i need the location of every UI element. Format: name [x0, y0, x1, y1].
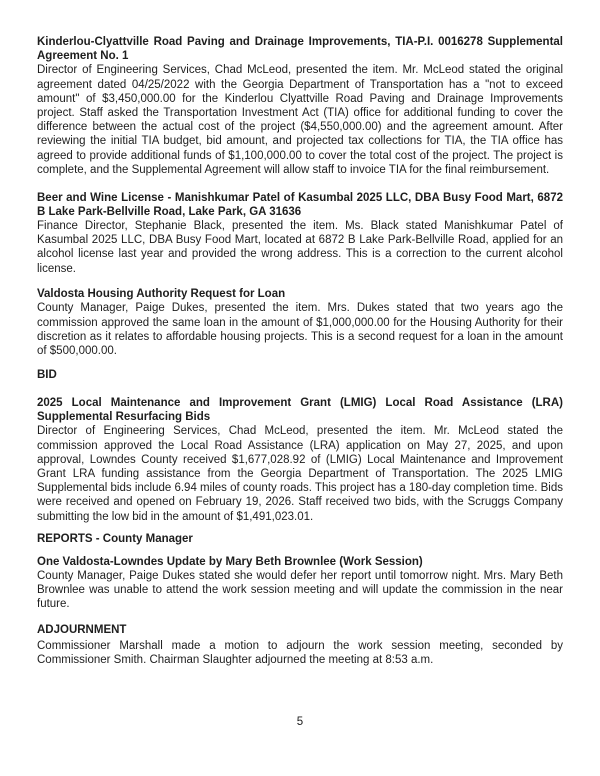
para-beer-wine-license: Finance Director, Stephanie Black, presented the item. Ms. Black stated Manishkumar Patel of Kasumbal 2025 LLC, DBA Busy Food Mart, located at 6872 B Lake Park-Bellville Road, applied for an alcohol license last year and provided the wrong address. This is a correction to the current alcohol license.	[37, 219, 563, 275]
para-kinderlou-supplemental-agreement: Director of Engineering Services, Chad McLeod, presented the item. Mr. McLeod stated the original agreement dated 04/25/2022 with the Georgia Department of Transportation has a "not to exceed amount" of $3,450,000.00 for the Kinderlou Clyattville Road Paving and Drainage Improvements project. Staff asked the Transportation Investment Act (TIA) office for additional funding to cover the difference between the actual cost of the project ($4,550,000.00) and the agreement amount. After reviewing the initial TIA budget, bid amount, and projected tax collections for TIA, the TIA office has agreed to provide additional funds of $1,100,000.00 to cover the total cost of the project. The project is complete, and the Supplemental Agreement will allow staff to invoice TIA for the final reimbursement.	[37, 64, 563, 176]
page-number: 5	[296, 716, 304, 728]
heading-valdosta-housing-loan: Valdosta Housing Authority Request for Loan	[37, 288, 286, 301]
heading-bid-section: BID	[37, 369, 57, 382]
heading-lmig-resurfacing-bids: 2025 Local Maintenance and Improvement Grant (LMIG) Local Road Assistance (LRA) Supplemental Resurfacing Bids	[37, 396, 563, 424]
heading-one-valdosta-lowndes-update: One Valdosta-Lowndes Update by Mary Beth Brownlee (Work Session)	[37, 555, 423, 568]
heading-adjournment: ADJOURNMENT	[37, 624, 127, 637]
para-adjournment: Commissioner Marshall made a motion to adjourn the work session meeting, seconded by Commissioner Smith. Chairman Slaughter adjourned the meeting at 8:53 a.m.	[37, 640, 563, 667]
heading-beer-wine-license: Beer and Wine License - Manishkumar Patel of Kasumbal 2025 LLC, DBA Busy Food Mart, 6872 B Lake Park-Bellville Road, Lake Park, GA 31636	[37, 191, 563, 218]
heading-kinderlou-supplemental-agreement: Kinderlou-Clyattville Road Paving and Drainage Improvements, TIA-P.I. 0016278 Supplemental Agreement No. 1	[37, 36, 563, 63]
para-lmig-resurfacing-bids: Director of Engineering Services, Chad McLeod, presented the item. Mr. McLeod stated the commission approved the Local Road Assistance (LRA) application on May 27, 2025, and upon approval, Lowndes County received $1,677,028.92 of (LMIG) Local Maintenance and Improvement Grant LRA funding assistance from the Georgia Department of Transportation. The 2025 LMIG Supplemental bids include 6.94 miles of county roads. This project has a 180-day completion time. Bids were received and opened on February 19, 2026. Staff received two bids, with the Scruggs Company submitting the low bid in the amount of $1,491,023.01.	[37, 425, 563, 523]
para-valdosta-housing-loan: County Manager, Paige Dukes, presented the item. Mrs. Dukes stated that two years ago the commission approved the same loan in the amount of $1,000,000.00 for the Housing Authority for their discretion as it relates to affordable housing projects. This is a second request for a loan in the amount of $500,000.00.	[37, 302, 563, 358]
heading-reports-county-manager: REPORTS - County Manager	[37, 532, 193, 545]
para-one-valdosta-lowndes-update: County Manager, Paige Dukes stated she would defer her report until tomorrow night. Mrs. Mary Beth Brownlee was unable to attend the work session meeting and will update the commission in the near future.	[37, 569, 563, 611]
